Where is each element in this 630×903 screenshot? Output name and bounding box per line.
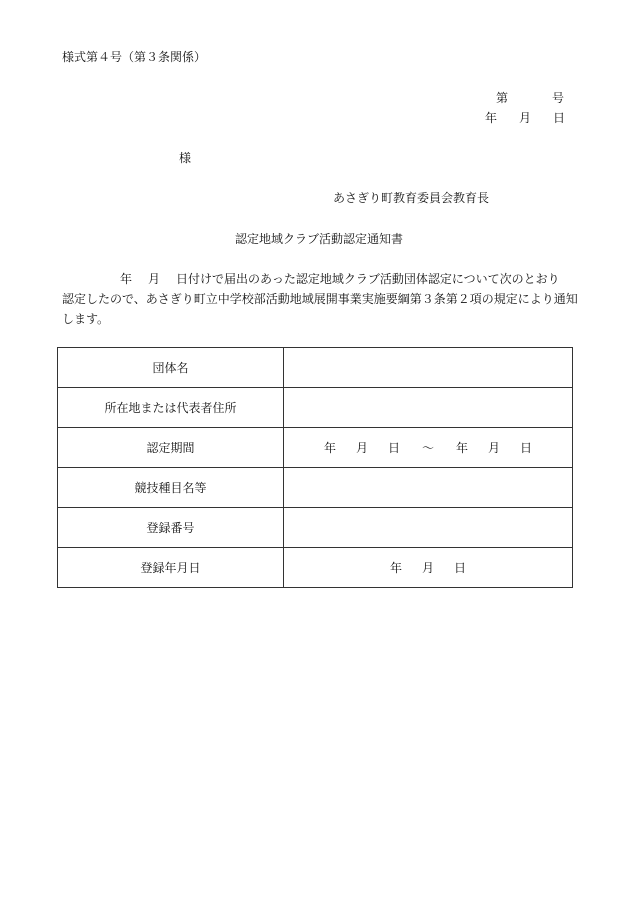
- reg-month: 月: [421, 561, 434, 575]
- period-end-year: 年: [456, 441, 469, 455]
- period-end-day: 日: [520, 441, 533, 455]
- period-start-year: 年: [323, 441, 336, 455]
- addressee: 様: [179, 151, 192, 165]
- row-label-reg-date: 登録年月日: [58, 548, 284, 588]
- reg-number-value[interactable]: [284, 508, 573, 548]
- row-label-address: 所在地または代表者住所: [58, 388, 284, 428]
- sport-value[interactable]: [284, 468, 573, 508]
- body-line-1-text: 日付けで届出のあった認定地域クラブ活動団体認定について次のとおり: [176, 272, 560, 286]
- row-label-period: 認定期間: [58, 428, 284, 468]
- row-label-group-name: 団体名: [58, 348, 284, 388]
- issue-date: [485, 111, 565, 125]
- body-month: 月: [148, 272, 161, 286]
- reg-day: 日: [454, 561, 467, 575]
- table-row: [58, 388, 573, 428]
- reg-year: 年: [389, 561, 402, 575]
- issuer: あさぎり町教育委員会教育長: [333, 191, 490, 205]
- body-year: 年: [120, 272, 133, 286]
- body-line-2: 認定したので、あさぎり町立中学校部活動地域展開事業実施要綱第３条第２項の規定により通知: [62, 292, 578, 306]
- address-value[interactable]: [284, 388, 573, 428]
- table-row: [58, 428, 573, 468]
- reg-date-value[interactable]: [284, 548, 573, 588]
- issue-day: 日: [553, 111, 566, 125]
- table-row: [58, 508, 573, 548]
- row-label-sport: 競技種目名等: [58, 468, 284, 508]
- issue-year: 年: [485, 111, 498, 125]
- body-line-3: します。: [62, 312, 110, 326]
- details-table: [57, 347, 573, 588]
- period-start-month: 月: [355, 441, 368, 455]
- form-id: 様式第４号（第３条関係）: [62, 50, 207, 64]
- table-row: [58, 548, 573, 588]
- number-prefix: 第: [496, 91, 509, 105]
- table-row: [58, 348, 573, 388]
- period-value[interactable]: [284, 428, 573, 468]
- period-start-day: 日: [387, 441, 400, 455]
- issue-month: 月: [519, 111, 532, 125]
- period-end-month: 月: [488, 441, 501, 455]
- document-title: 認定地域クラブ活動認定通知書: [235, 232, 404, 246]
- body-line-1: [62, 269, 570, 289]
- period-tilde: ～: [421, 441, 434, 455]
- row-label-reg-number: 登録番号: [58, 508, 284, 548]
- table-row: [58, 468, 573, 508]
- body-text: [62, 269, 578, 329]
- group-name-value[interactable]: [284, 348, 573, 388]
- number-suffix: 号: [552, 91, 565, 105]
- document-number: [496, 91, 564, 105]
